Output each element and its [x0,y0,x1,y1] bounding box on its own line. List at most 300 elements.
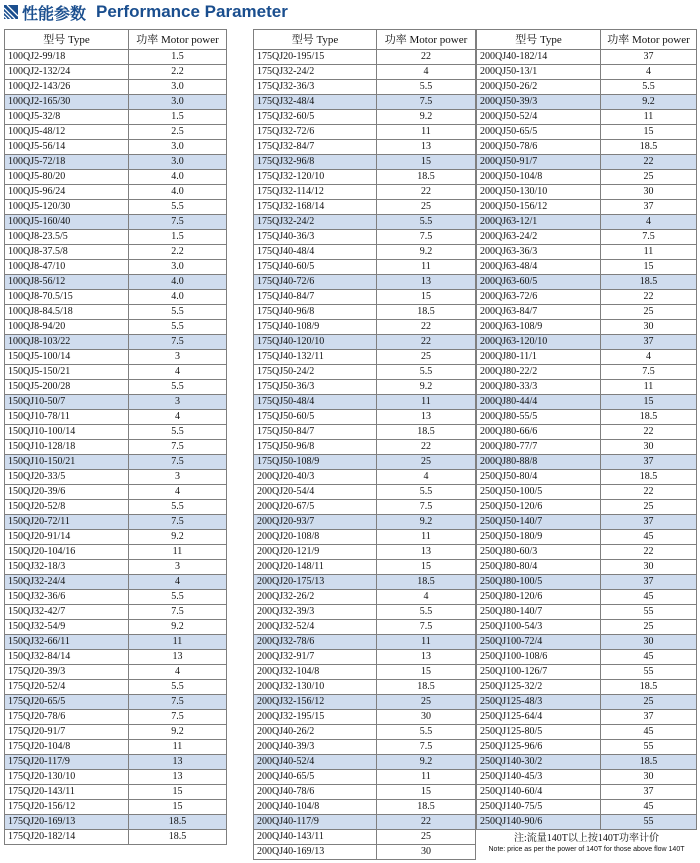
table-row [254,770,476,785]
table-row [254,665,476,680]
table-row [5,785,227,800]
power-cell: 5.5 [129,500,227,515]
model-cell: 175QJ20-130/10 [5,770,129,785]
model-cell: 250QJ50-180/9 [477,530,601,545]
table-row [477,140,697,155]
table-row [254,275,476,290]
model-cell: 200QJ63-12/1 [477,215,601,230]
model-cell: 175QJ20-117/9 [5,755,129,770]
power-cell: 4.0 [129,290,227,305]
model-cell: 175QJ20-182/14 [5,830,129,845]
table-row [254,350,476,365]
model-cell: 250QJ125-64/4 [477,710,601,725]
model-cell: 200QJ80-11/1 [477,350,601,365]
power-cell: 15 [601,260,697,275]
model-cell: 250QJ100-126/7 [477,665,601,680]
power-cell: 18.5 [129,830,227,845]
table-row [254,185,476,200]
model-cell: 200QJ40-39/3 [254,740,377,755]
stripe-mark-icon [4,5,18,19]
power-cell: 15 [377,560,476,575]
power-cell: 25 [377,455,476,470]
model-cell: 100QJ8-103/22 [5,335,129,350]
header-power: 功率 Motor power [601,30,697,50]
power-cell: 11 [377,395,476,410]
model-cell: 100QJ8-70.5/15 [5,290,129,305]
model-cell: 250QJ80-80/4 [477,560,601,575]
table-row [477,200,697,215]
power-cell: 3.0 [129,155,227,170]
power-cell: 11 [377,260,476,275]
power-cell: 30 [601,635,697,650]
model-cell: 200QJ40-104/8 [254,800,377,815]
table-row [5,410,227,425]
table-row [5,455,227,470]
model-cell: 175QJ40-36/3 [254,230,377,245]
model-cell: 200QJ63-36/3 [477,245,601,260]
table-row [5,695,227,710]
table-row [5,155,227,170]
power-cell: 45 [601,650,697,665]
power-cell: 11 [377,770,476,785]
title-chinese: 性能参数 [22,3,87,23]
table-row [477,575,697,590]
header-model: 型号 Type [254,30,377,50]
table-row [477,245,697,260]
model-cell: 200QJ20-108/8 [254,530,377,545]
table-row [254,290,476,305]
table-row [5,80,227,95]
power-cell: 18.5 [601,140,697,155]
table-row [5,500,227,515]
power-cell: 5.5 [129,305,227,320]
parameter-table-2 [253,29,476,860]
model-cell: 100QJ8-94/20 [5,320,129,335]
table-row [477,80,697,95]
table-row [477,635,697,650]
table-row [254,380,476,395]
table-row [254,815,476,830]
power-cell: 55 [601,665,697,680]
power-cell: 5.5 [377,215,476,230]
model-cell: 200QJ50-65/5 [477,125,601,140]
power-cell: 11 [601,110,697,125]
table-row [254,785,476,800]
power-cell: 25 [601,170,697,185]
power-cell: 7.5 [377,740,476,755]
power-cell: 5.5 [129,320,227,335]
table-row [477,95,697,110]
model-cell: 150QJ10-50/7 [5,395,129,410]
power-cell: 13 [377,650,476,665]
power-cell: 37 [601,575,697,590]
power-cell: 18.5 [377,680,476,695]
power-cell: 11 [601,380,697,395]
table-row [254,170,476,185]
model-cell: 150QJ20-104/16 [5,545,129,560]
power-cell: 4 [601,215,697,230]
table-header-row [254,30,476,50]
power-cell: 15 [377,290,476,305]
power-cell: 4 [129,410,227,425]
power-cell: 11 [129,740,227,755]
model-cell: 250QJ140-75/5 [477,800,601,815]
table-row [254,200,476,215]
power-cell: 55 [601,740,697,755]
model-cell: 200QJ32-130/10 [254,680,377,695]
power-cell: 22 [377,320,476,335]
model-cell: 200QJ63-60/5 [477,275,601,290]
model-cell: 150QJ20-91/14 [5,530,129,545]
power-cell: 9.2 [601,95,697,110]
power-cell: 5.5 [129,680,227,695]
power-cell: 4 [129,575,227,590]
table-row [477,50,697,65]
power-cell: 7.5 [129,710,227,725]
table-row [477,350,697,365]
model-cell: 175QJ40-48/4 [254,245,377,260]
power-cell: 4.0 [129,275,227,290]
model-cell: 175QJ50-96/8 [254,440,377,455]
table-row [477,485,697,500]
power-cell: 30 [601,320,697,335]
power-cell: 4 [377,65,476,80]
model-cell: 200QJ40-169/13 [254,845,377,860]
model-cell: 175QJ40-120/10 [254,335,377,350]
power-cell: 9.2 [129,725,227,740]
model-cell: 175QJ50-60/5 [254,410,377,425]
model-cell: 175QJ32-120/10 [254,170,377,185]
model-cell: 200QJ20-54/4 [254,485,377,500]
model-cell: 250QJ80-140/7 [477,605,601,620]
table-row [477,545,697,560]
table-row [477,275,697,290]
power-cell: 25 [601,305,697,320]
table-row [477,740,697,755]
power-cell: 7.5 [377,620,476,635]
power-cell: 55 [601,815,697,830]
model-cell: 175QJ20-91/7 [5,725,129,740]
model-cell: 100QJ5-32/8 [5,110,129,125]
power-cell: 30 [601,560,697,575]
table-row [5,320,227,335]
model-cell: 100QJ8-84.5/18 [5,305,129,320]
model-cell: 250QJ100-108/6 [477,650,601,665]
model-cell: 200QJ50-156/12 [477,200,601,215]
table-row [5,110,227,125]
power-cell: 37 [601,710,697,725]
model-cell: 200QJ40-117/9 [254,815,377,830]
power-cell: 7.5 [377,500,476,515]
model-cell: 175QJ32-48/4 [254,95,377,110]
model-cell: 175QJ20-169/13 [5,815,129,830]
table-row [477,605,697,620]
table-row [5,815,227,830]
table-row [5,530,227,545]
power-cell: 25 [601,695,697,710]
model-cell: 200QJ40-65/5 [254,770,377,785]
model-cell: 200QJ40-182/14 [477,50,601,65]
model-cell: 175QJ50-108/9 [254,455,377,470]
table-row [254,680,476,695]
table-row [254,575,476,590]
table-row [5,350,227,365]
model-cell: 200QJ63-84/7 [477,305,601,320]
model-cell: 175QJ32-36/3 [254,80,377,95]
model-cell: 200QJ50-52/4 [477,110,601,125]
table-row [5,770,227,785]
power-cell: 1.5 [129,50,227,65]
model-cell: 175QJ32-168/14 [254,200,377,215]
power-cell: 25 [601,500,697,515]
power-cell: 45 [601,530,697,545]
power-cell: 37 [601,335,697,350]
power-cell: 25 [377,695,476,710]
table-row [5,260,227,275]
table-row [5,245,227,260]
table-row [477,695,697,710]
table-row [254,485,476,500]
power-cell: 37 [601,455,697,470]
power-cell: 3 [129,470,227,485]
power-cell: 30 [377,845,476,860]
table-row [477,395,697,410]
table-row [254,110,476,125]
power-cell: 4 [129,365,227,380]
table-row [5,560,227,575]
power-cell: 5.5 [377,485,476,500]
model-cell: 175QJ20-65/5 [5,695,129,710]
table-row [5,665,227,680]
model-cell: 175QJ20-39/3 [5,665,129,680]
model-cell: 200QJ50-78/6 [477,140,601,155]
power-cell: 18.5 [377,800,476,815]
table-row [254,515,476,530]
power-cell: 5.5 [601,80,697,95]
power-cell: 7.5 [129,335,227,350]
model-cell: 200QJ32-156/12 [254,695,377,710]
table-row [5,830,227,845]
header-power: 功率 Motor power [377,30,476,50]
table-row [254,830,476,845]
model-cell: 175QJ40-132/11 [254,350,377,365]
model-cell: 200QJ80-44/4 [477,395,601,410]
model-cell: 200QJ32-52/4 [254,620,377,635]
model-cell: 150QJ10-150/21 [5,455,129,470]
table-row [254,260,476,275]
model-cell: 200QJ32-104/8 [254,665,377,680]
header-model: 型号 Type [477,30,601,50]
model-cell: 250QJ80-60/3 [477,545,601,560]
table-row [477,305,697,320]
model-cell: 100QJ8-23.5/5 [5,230,129,245]
model-cell: 200QJ20-175/13 [254,575,377,590]
table-row [254,155,476,170]
table-row [5,725,227,740]
model-cell: 200QJ50-39/3 [477,95,601,110]
model-cell: 250QJ50-100/5 [477,485,601,500]
power-cell: 25 [377,200,476,215]
power-cell: 3 [129,560,227,575]
model-cell: 200QJ32-26/2 [254,590,377,605]
model-cell: 175QJ50-84/7 [254,425,377,440]
table-row [5,620,227,635]
table-row [5,755,227,770]
table-row [5,380,227,395]
model-cell: 150QJ32-42/7 [5,605,129,620]
power-cell: 13 [377,410,476,425]
model-cell: 200QJ80-55/5 [477,410,601,425]
power-cell: 2.2 [129,245,227,260]
model-cell: 175QJ40-84/7 [254,290,377,305]
power-cell: 4 [129,485,227,500]
model-cell: 175QJ50-36/3 [254,380,377,395]
table-row [254,590,476,605]
model-cell: 250QJ140-30/2 [477,755,601,770]
table-row [254,530,476,545]
model-cell: 150QJ10-100/14 [5,425,129,440]
model-cell: 175QJ32-60/5 [254,110,377,125]
table-row [5,275,227,290]
power-cell: 15 [129,800,227,815]
model-cell: 175QJ20-104/8 [5,740,129,755]
power-cell: 22 [601,425,697,440]
power-cell: 18.5 [601,410,697,425]
power-cell: 30 [377,710,476,725]
power-cell: 11 [129,545,227,560]
power-cell: 15 [377,785,476,800]
model-cell: 200QJ40-26/2 [254,725,377,740]
power-cell: 5.5 [377,365,476,380]
power-cell: 37 [601,200,697,215]
power-cell: 25 [377,350,476,365]
model-cell: 200QJ80-22/2 [477,365,601,380]
model-cell: 150QJ32-36/6 [5,590,129,605]
model-cell: 200QJ50-91/7 [477,155,601,170]
table-row [254,650,476,665]
model-cell: 100QJ5-72/18 [5,155,129,170]
power-cell: 3.0 [129,95,227,110]
model-cell: 250QJ80-120/6 [477,590,601,605]
table-row [477,800,697,815]
table-header-row [477,30,697,50]
power-cell: 1.5 [129,230,227,245]
power-cell: 7.5 [129,605,227,620]
power-cell: 11 [377,635,476,650]
table-row [477,590,697,605]
table-row [477,410,697,425]
power-cell: 15 [601,125,697,140]
model-cell: 250QJ125-80/5 [477,725,601,740]
table-row [5,485,227,500]
table-row [5,650,227,665]
model-cell: 175QJ40-72/6 [254,275,377,290]
table-row [254,320,476,335]
table-row [5,50,227,65]
model-cell: 175QJ50-48/4 [254,395,377,410]
table-row [5,440,227,455]
table-row [254,365,476,380]
power-cell: 22 [601,545,697,560]
model-cell: 175QJ40-96/8 [254,305,377,320]
table-row [477,560,697,575]
model-cell: 200QJ20-67/5 [254,500,377,515]
power-cell: 3.0 [129,140,227,155]
model-cell: 175QJ32-24/2 [254,65,377,80]
power-cell: 45 [601,590,697,605]
power-cell: 15 [377,665,476,680]
power-cell: 2.2 [129,65,227,80]
model-cell: 200QJ40-143/11 [254,830,377,845]
model-cell: 175QJ32-84/7 [254,140,377,155]
power-cell: 22 [377,815,476,830]
power-cell: 13 [129,755,227,770]
table-row [5,575,227,590]
model-cell: 175QJ20-195/15 [254,50,377,65]
table-row [254,800,476,815]
model-cell: 150QJ32-54/9 [5,620,129,635]
table-row [254,215,476,230]
table-row [5,230,227,245]
table-row [477,665,697,680]
model-cell: 200QJ50-104/8 [477,170,601,185]
power-cell: 3 [129,350,227,365]
power-cell: 18.5 [601,470,697,485]
model-cell: 200QJ20-93/7 [254,515,377,530]
model-cell: 150QJ5-200/28 [5,380,129,395]
power-cell: 45 [601,725,697,740]
table-row [5,65,227,80]
table-row [5,470,227,485]
table-row [477,515,697,530]
power-cell: 9.2 [129,530,227,545]
model-cell: 175QJ32-72/6 [254,125,377,140]
table-row [254,755,476,770]
power-cell: 4 [601,65,697,80]
model-cell: 250QJ125-48/3 [477,695,601,710]
table-row [5,200,227,215]
power-cell: 15 [601,395,697,410]
table-row [254,740,476,755]
title-english: Performance Parameter [96,2,288,21]
table-row [254,140,476,155]
power-cell: 5.5 [377,725,476,740]
model-cell: 200QJ50-13/1 [477,65,601,80]
footnote-chinese: 注:流量140T以上按140T功率计价 [514,833,659,844]
model-cell: 150QJ20-72/11 [5,515,129,530]
model-cell: 100QJ2-143/26 [5,80,129,95]
model-cell: 175QJ50-24/2 [254,365,377,380]
table-row [5,590,227,605]
table-row [477,440,697,455]
model-cell: 100QJ5-120/30 [5,200,129,215]
power-cell: 30 [601,185,697,200]
table-row [5,215,227,230]
power-cell: 37 [601,50,697,65]
model-cell: 150QJ20-39/6 [5,485,129,500]
power-cell: 13 [377,545,476,560]
model-cell: 250QJ50-140/7 [477,515,601,530]
model-cell: 100QJ2-99/18 [5,50,129,65]
table-row [477,620,697,635]
page-heading [4,2,288,22]
power-cell: 22 [601,485,697,500]
table-row [477,365,697,380]
power-cell: 9.2 [377,380,476,395]
model-cell: 200QJ20-121/9 [254,545,377,560]
table-row [5,290,227,305]
table-row [477,470,697,485]
